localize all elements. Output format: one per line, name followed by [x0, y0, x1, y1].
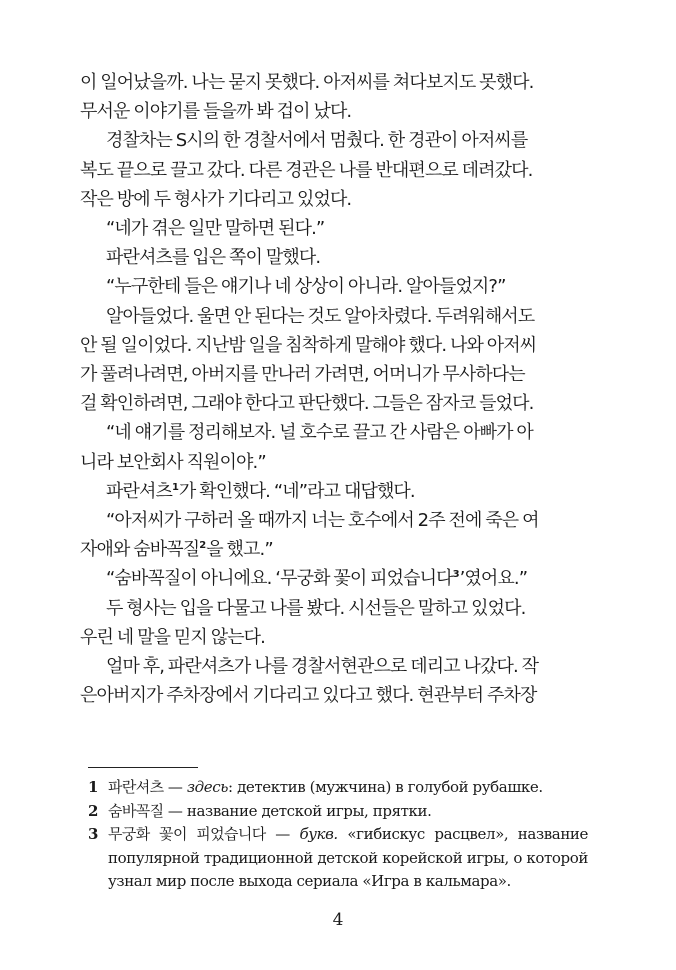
text-line: 경찰차는 S시의 한 경찰서에서 멈췄다. 한 경관이 아저씨를	[106, 130, 528, 152]
text-line: 작은 방에 두 형사가 기다리고 있었다.	[80, 188, 352, 210]
footnote-divider	[88, 767, 198, 768]
text-line: 안 될 일이었다. 지난밤 일을 침착하게 말해야 했다. 나와 아저씨	[80, 334, 537, 356]
text-line: “네가 겪은 일만 말하면 된다.”	[106, 218, 325, 240]
text-line: 우린 네 말을 믿지 않는다.	[80, 626, 265, 648]
footnote-ref-3[interactable]: 3	[452, 569, 460, 581]
text-line: 은아버지가 주차장에서 기다리고 있다고 했다. 현관부터 주차장	[80, 685, 537, 707]
footnote-number: 3	[88, 825, 99, 843]
text-line: “네 얘기를 정리해보자. 널 호수로 끌고 간 사람은 아빠가 아	[106, 422, 533, 444]
footnote-number: 1	[88, 778, 99, 796]
footnote-1: 1 파란셔츠 — здесь: детектив (мужчина) в голубой рубашке.	[88, 776, 588, 800]
main-text	[80, 68, 600, 710]
footnote-number: 2	[88, 801, 99, 820]
text-line: 가 풀려나려면, 아버지를 만나러 가려면, 어머니가 무사하다는	[80, 364, 525, 386]
footnote-ref-1[interactable]: 1	[171, 481, 179, 493]
text-line: 알아들었다. 울면 안 된다는 것도 알아차렸다. 두려워해서도	[106, 305, 535, 327]
footnote-2: 2 숨바꼭질 — название детской игры, прятки.	[88, 800, 588, 824]
text-line: “아저씨가 구하러 올 때까지 너는 호수에서 2주 전에 죽은 여	[106, 510, 539, 532]
text-line: 복도 끝으로 끌고 갔다. 다른 경관은 나를 반대편으로 데려갔다.	[80, 159, 533, 181]
footnote-ref-2[interactable]: 2	[199, 540, 207, 552]
text-line: 니라 보안회사 직원이야.”	[80, 451, 266, 473]
text-line: “숨바꼭질이 아니에요. ‘무궁화 꽃이 피었습니다$^3$’였어요.”	[106, 568, 528, 590]
text-line: “누구한테 들은 얘기나 네 상상이 아니라. 알아들었지?”	[106, 276, 506, 298]
footnote-term: 무궁화 꽃이 피었습니다	[108, 825, 266, 843]
footnote-3: 3 무궁화 꽃이 피었습니다 — букв. «гибискус расцвел», название популярной традиционной детской корейской игры, о которой узнал мир после выхода сериала «Игра в кальмара».	[88, 823, 588, 894]
text-line: 두 형사는 입을 다물고 나를 봤다. 시선들은 말하고 있었다.	[106, 597, 526, 619]
text-line: 파란셔츠를 입은 쪽이 말했다.	[106, 247, 321, 269]
text-line: 걸 확인하려면, 그래야 한다고 판단했다. 그들은 잠자코 들었다.	[80, 393, 534, 415]
text-line: 자애와 숨바꼭질$^2$을 했고.”	[80, 539, 273, 561]
footnote-term: 숨바꼭질	[108, 801, 164, 820]
footnote-term: 파란셔츠	[108, 778, 164, 796]
text-line: 얼마 후, 파란셔츠가 나를 경찰서현관으로 데리고 나갔다. 작	[106, 656, 539, 678]
footnotes	[88, 776, 588, 894]
text-line: 이 일어났을까. 나는 묻지 못했다. 아저씨를 쳐다보지도 못했다.	[80, 72, 534, 93]
text-line: 파란셔츠$^1$가 확인했다. “네”라고 대답했다.	[106, 480, 415, 502]
text-line: 무서운 이야기를 들을까 봐 겁이 났다.	[80, 101, 352, 123]
page-number: 4	[332, 910, 344, 930]
